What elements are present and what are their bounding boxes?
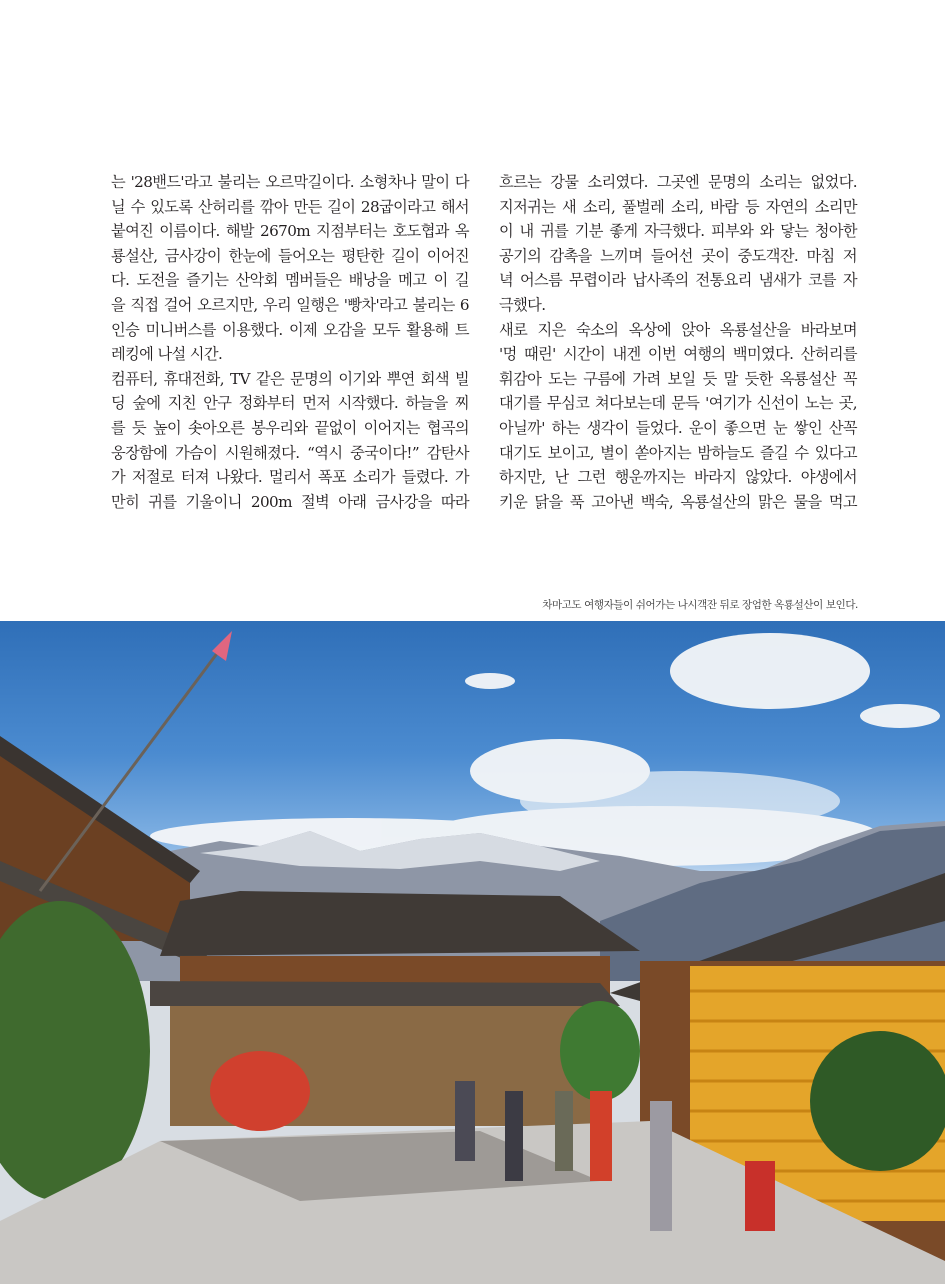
article-text-line: 만히 귀를 기울이니 200m 절벽 아래 금사강을 따라: [111, 492, 469, 511]
article-text-line: 아닐까' 하는 생각이 들었다. 운이 좋으면 눈 쌓인 산꼭: [499, 418, 857, 437]
article-text-line: 녁 어스름 무렵이라 납사족의 전통요리 냄새가 코를 자: [499, 271, 857, 290]
article-text-line: 룡설산, 금사강이 한눈에 들어오는 평탄한 길이 이어진: [111, 246, 469, 265]
article-text-line: 닐 수 있도록 산허리를 깎아 만든 길이 28굽이라고 해서: [111, 197, 469, 216]
article-text-line: 을 직접 걸어 오르지만, 우리 일행은 '빵차'라고 불리는 6: [111, 295, 469, 314]
article-text-line: 공기의 감촉을 느끼며 들어선 곳이 중도객잔. 마침 저: [499, 246, 857, 265]
article-text-line: 대기도 보이고, 별이 쏟아지는 밤하늘도 즐길 수 있다고: [499, 443, 857, 462]
clouds: [150, 633, 940, 866]
article-text-line: 이 내 귀를 기분 좋게 자극했다. 피부와 와 닿는 청아한: [499, 222, 857, 241]
photo-caption: 차마고도 여행자들이 쉬어가는 나시객잔 뒤로 장엄한 옥룡설산이 보인다.: [542, 599, 858, 611]
article-photo: [0, 621, 945, 1284]
article-text-line: 가 저절로 터져 나왔다. 멀리서 폭포 소리가 들렸다. 가: [111, 468, 469, 487]
article-text-line: 휘감아 도는 구름에 가려 보일 듯 말 듯한 옥룡설산 꼭: [499, 369, 857, 388]
article-right-column: [499, 170, 857, 514]
article-text-line: 는 '28밴드'라고 불리는 오르막길이다. 소형차나 말이 다: [111, 173, 469, 191]
article-text-line: 대기를 무심코 쳐다보는데 문득 '여기가 신선이 노는 곳,: [499, 394, 857, 413]
article-text-line: '멍 때린' 시간이 내겐 이번 여행의 백미였다. 산허리를: [499, 345, 857, 364]
article-text-line: 극했다.: [499, 295, 546, 314]
article-text-line: 웅장함에 가슴이 시원해졌다. “역시 중국이다!” 감탄사: [111, 443, 469, 462]
article-text-line: 인승 미니버스를 이용했다. 이제 오감을 모두 활용해 트: [111, 320, 469, 339]
photo-illustration: [0, 621, 945, 1284]
article-text-line: 딩 숲에 지친 안구 정화부터 먼저 시작했다. 하늘을 찌: [111, 394, 469, 413]
article-text-line: 새로 지은 숙소의 옥상에 앉아 옥룡설산을 바라보며: [499, 320, 857, 339]
article-text-line: 다. 도전을 즐기는 산악회 멤버들은 배낭을 메고 이 길: [111, 271, 469, 290]
article-text-line: 붙여진 이름이다. 해발 2670m 지점부터는 호도협과 옥: [111, 222, 469, 241]
article-text-line: 를 듯 높이 솟아오른 봉우리와 끝없이 이어지는 협곡의: [111, 418, 469, 437]
article-text-line: 지저귀는 새 소리, 풀벌레 소리, 바람 등 자연의 소리만: [499, 197, 857, 216]
article-text-line: 레킹에 나설 시간.: [111, 345, 223, 364]
article-text-line: 컴퓨터, 휴대전화, TV 같은 문명의 이기와 뿌연 회색 빌: [111, 369, 469, 388]
article-left-column: [111, 170, 469, 514]
article-text-line: 흐르는 강물 소리였다. 그곳엔 문명의 소리는 없었다.: [499, 173, 857, 191]
article-text-line: 키운 닭을 푹 고아낸 백숙, 옥룡설산의 맑은 물을 먹고: [499, 492, 857, 511]
article-text-line: 하지만, 난 그런 행운까지는 바라지 않았다. 야생에서: [499, 468, 857, 487]
